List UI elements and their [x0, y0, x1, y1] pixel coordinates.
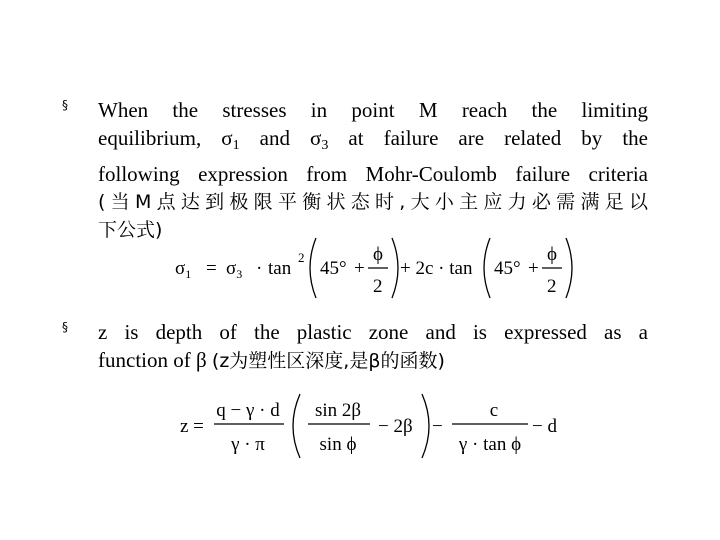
paren-left — [310, 238, 316, 298]
formula-superscript: 2 — [298, 250, 305, 265]
text-line: When the stresses in point M reach the limiting — [98, 98, 648, 122]
text-line-chinese: 下公式) — [98, 219, 163, 241]
text-line: following expression from Mohr-Coulomb failure criteria — [98, 162, 648, 186]
fraction-numerator: ϕ — [547, 244, 558, 265]
formula-minus-d: − d — [532, 416, 557, 437]
bullet-marker-icon: § — [62, 98, 68, 112]
plastic-zone-depth-formula — [176, 390, 566, 460]
paren-left — [484, 238, 490, 298]
fraction-denominator: 2 — [547, 276, 557, 297]
fraction-denominator: 2 — [373, 276, 383, 297]
mohr-coulomb-formula — [170, 232, 580, 302]
formula-tan: tan — [268, 258, 292, 279]
text-line: z is depth of the plastic zone and is expressed as a — [98, 320, 648, 344]
fraction-numerator: ϕ — [373, 244, 384, 265]
formula-sigma1: $\sigma_1$ — [175, 258, 192, 281]
paren-right — [392, 238, 398, 298]
formula-angle: 45° — [320, 258, 347, 279]
fraction-numerator: sin 2β — [314, 400, 362, 421]
formula-dot: · — [256, 258, 263, 279]
bullet-text-1 — [98, 96, 648, 244]
formula-minus-2beta: − 2β — [378, 416, 413, 437]
text-line-chinese: (当M点达到极限平衡状态时,大小主应力必需满足以 — [98, 191, 648, 213]
formula-plus: + — [528, 258, 539, 279]
text-line: equilibrium, $\sigma_1$ and $\sigma_3$ at failure are related by the — [98, 126, 648, 153]
text-line: function of β (z为塑性区深度,是β的函数) — [98, 348, 445, 372]
formula-equals: = — [206, 258, 217, 279]
formula-plus: + — [354, 258, 365, 279]
bullet-marker-icon: § — [62, 320, 68, 334]
paren-left — [293, 394, 300, 458]
formula-2c-tan: + 2c · tan — [400, 258, 473, 279]
formula-angle: 45° — [494, 258, 521, 279]
fraction-denominator: γ · tan ϕ — [458, 434, 522, 455]
formula-minus: − — [432, 416, 443, 437]
fraction-numerator: c — [489, 400, 499, 421]
formula-lhs: z = — [180, 416, 204, 437]
paren-right — [422, 394, 429, 458]
fraction-denominator: sin ϕ — [319, 434, 357, 455]
bullet-text-2 — [98, 318, 648, 375]
fraction-numerator: q − γ · d — [216, 400, 280, 421]
formula-sigma3: $\sigma_3$ — [226, 258, 243, 281]
paren-right — [566, 238, 572, 298]
fraction-denominator: γ · π — [231, 434, 265, 455]
